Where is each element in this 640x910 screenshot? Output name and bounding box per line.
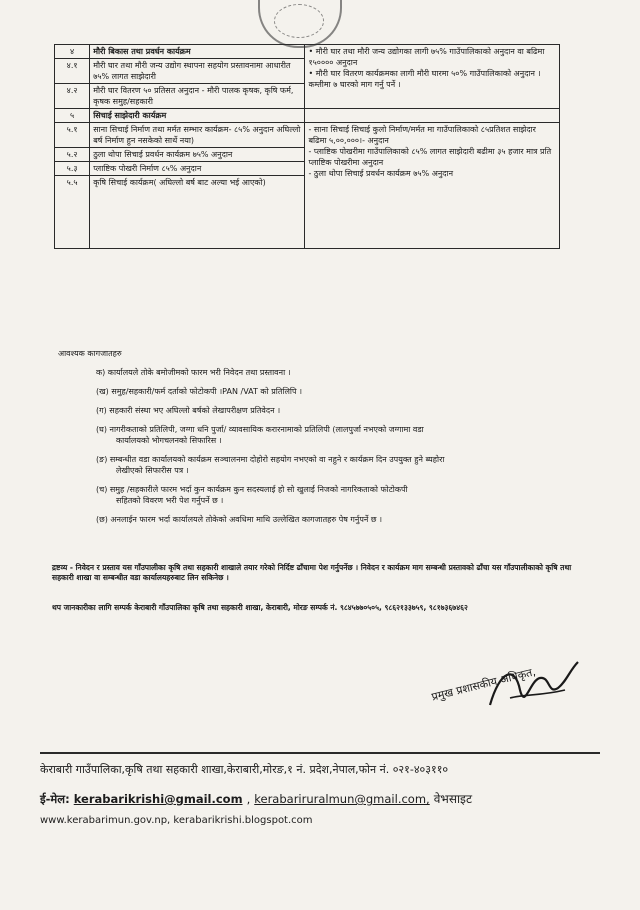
signer-title: प्रमुख प्रशासकीय अधिकृत, <box>430 665 537 704</box>
document-text-cont: सहितको विवरण भरी पेश गर्नुपर्ने छ । <box>116 496 224 505</box>
activity-cell: मौरी बिकास तथा प्रवर्धन कार्यक्रम <box>90 45 305 59</box>
document-text: (घ) नागरीकताको प्रतिलिपी, जग्गा धनि पुर्जा/ व्यावसायिक करारनामाको प्रतिलिपी (लालपुर्जा नभएको जग्गामा वडा <box>96 425 424 434</box>
irrigation-note: - साना सिचाई सिचाई कुलो निर्माण/मर्मत मा गाउँपालिकाको ८५प्रतिशत साझेदार बढिमा ५,००,०००।- अनुदान - प्लाष्टिक पोखरीमा गाउँपालिकाको ८५% लागत साझेदारी बढीमा ३५ हजार मात्र प्रति प्लाष्टिक पोखरीमा अनुदान - ठुला थोपा सिचाई प्रवर्धन कार्यक्रम ७५% अनुदान <box>305 123 560 249</box>
document-text-cont: लेखीएको सिफारीस पत्र । <box>116 466 189 475</box>
list-item <box>58 454 568 476</box>
email-link-2[interactable]: kerabariruralmun@gmail.com, <box>254 792 430 806</box>
row-number: ५ <box>55 109 90 123</box>
contact-info: थप जानकारीका लागि सम्पर्क केराबारी गाँउपालिका कृषि तथा सहकारी शाखा, केराबारी, मोरङ सम्पर्क नं. ९८४५७७०५०५, ९८६२१३३७५९, ९८१७३६७४६२ <box>52 603 468 612</box>
website-label: वेभसाइट <box>433 792 472 806</box>
document-text: क) कार्यालयले तोके बमोजीमको फारम भरी निवेदन तथा प्रस्तावना । <box>96 368 291 377</box>
footer-address: केराबारी गाउँपालिका,कृषि तथा सहकारी शाखा,केराबारी,मोरङ,१ नं. प्रदेश,नेपाल,फोन नं. ०२१-४०३११० <box>40 763 449 776</box>
documents-title: आवश्यक कागजातहरु <box>58 349 122 358</box>
official-seal <box>258 0 342 48</box>
row-number: ५.३ <box>55 162 90 176</box>
email-label: ई-मेल: <box>40 792 70 806</box>
footer-divider <box>40 752 600 754</box>
email-separator: , <box>246 792 251 806</box>
footer-websites[interactable]: www.kerabarimun.gov.np, kerabarikrishi.blogspot.com <box>40 815 313 826</box>
table-row <box>55 45 560 59</box>
required-documents <box>58 348 568 533</box>
activity-cell: सिचाई साझेदारी कार्यक्रम <box>90 109 305 123</box>
row-number: ५.१ <box>55 123 90 148</box>
row-number: ४ <box>55 45 90 59</box>
table-row <box>55 123 560 148</box>
document-text: (छ) अनलाईन फारम भर्दा कार्यालयले तोकेको अवधिमा माथि उल्लेखित कागजातहरु पेष गर्नुपर्ने छ । <box>96 515 383 524</box>
footer-email <box>40 790 472 807</box>
list-item <box>58 484 568 506</box>
activity-cell: मौरी घार तथा मौरी जन्य उद्योग स्थापना सहयोग प्रस्तावनामा आधारीत ७५% लागत साझेदारी <box>90 59 305 84</box>
list-item <box>58 367 568 378</box>
document-text: (च) समुह /सहकारीले फारम भर्दा कुन कार्यक्रम कुन सदस्यलाई हो सो खुलाई निजको नागरिकताको फोटोकपी <box>96 485 408 494</box>
activity-cell: प्लाष्टिक पोखरी निर्माण ८५% अनुदान <box>90 162 305 176</box>
empty-note <box>305 109 560 123</box>
row-number: ४.१ <box>55 59 90 84</box>
row-number: ५.२ <box>55 148 90 162</box>
email-link-1[interactable]: kerabarikrishi@gmail.com <box>73 792 243 806</box>
row-number: ४.२ <box>55 84 90 109</box>
list-item <box>58 405 568 416</box>
list-item <box>58 424 568 446</box>
row-number: ५.५ <box>55 176 90 249</box>
beehive-note: • मौरी घार तथा मौरी जन्य उद्योगका लागी ७५% गाउँपालिकाको अनुदान वा बढिमा १५०००० अनुदान • मौरी घार वितरण कार्यक्रमका लागी मौरी घारमा ५०% गाउँपालिकाको अनुदान । कम्तीमा ७ घारको माग गर्नु पर्ने । <box>305 45 560 109</box>
list-item <box>58 514 568 525</box>
activity-cell: साना सिचाई निर्माण तथा मर्मत सम्भार कार्यक्रम- ८५% अनुदान अघिल्लो बर्ष निर्माण हुन नसकेको सार्थे नया) <box>90 123 305 148</box>
document-text-cont: कार्यालयको भोगचलनको सिफारिस । <box>116 436 222 445</box>
remark-note: द्रष्टव्य - निवेदन र प्रस्ताव यस गाँउपालीका कृषि तथा सहकारी शाखाले तयार गरेको निर्दिष्ट ढाँचामा पेश गर्नुपर्नेछ । निवेदन र कार्यक्रम माग सम्बन्धी प्रस्तावको ढाँचा यस गाँउपालीकाको कृषि तथा सहकारी शाखा वा सम्बन्धीत वडा कार्यालयहरुबाट लिन सकिनेछ । <box>52 563 572 582</box>
document-text: (ग) सहकारी संस्था भए अघिल्लो बर्षको लेखापरीक्षण प्रतिवेदन । <box>96 406 281 415</box>
activity-cell: ठुला थोपा सिचाई प्रवर्धन कार्यक्रम ७५% अनुदान <box>90 148 305 162</box>
program-table <box>54 44 560 249</box>
table-row <box>55 109 560 123</box>
activity-cell: कृषि सिचाई कार्यक्रम( अघिल्लो बर्ष बाट अल्या भई आएको) <box>90 176 305 249</box>
document-text: (ख) समुह/सहकारी/फर्म दर्ताको फोटोकपी ।PAN /VAT को प्रतिलिपि । <box>96 387 303 396</box>
list-item <box>58 386 568 397</box>
document-text: (ङ) सम्बन्धीत वडा कार्यालयको कार्यक्रम सञ्चालनमा दोहोरो सहयोग नभएको वा नहुने र कार्यक्रम दिन उपयुक्त हुने ब्यहोरा <box>96 455 445 464</box>
activity-cell: मौरी घार वितरण ५० प्रतिसत अनुदान - मौरी पालक कृषक, कृषि फर्म, कृषक समुह/सहकारी <box>90 84 305 109</box>
